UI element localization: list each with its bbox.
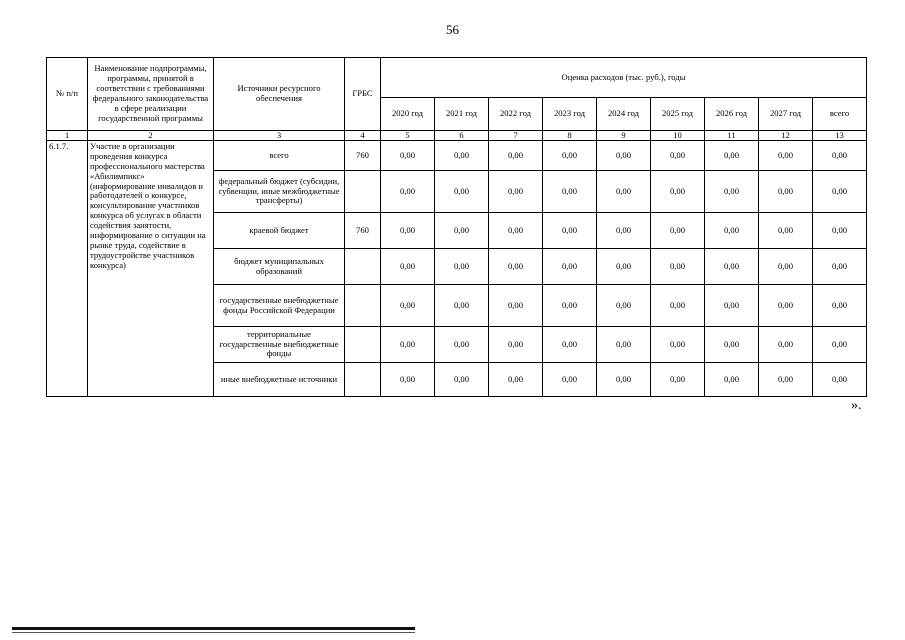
value-cell: 0,00 (759, 249, 813, 285)
value-cell: 0,00 (435, 171, 489, 213)
value-cell: 0,00 (381, 249, 435, 285)
value-cell: 0,00 (597, 327, 651, 363)
value-cell: 0,00 (651, 249, 705, 285)
value-cell: 0,00 (651, 285, 705, 327)
budget-table (46, 57, 867, 397)
item-number: 6.1.7. (47, 141, 88, 397)
value-cell: 0,00 (489, 363, 543, 397)
source-cell: государственные внебюджетные фонды Российской Федерации (214, 285, 345, 327)
value-cell: 0,00 (381, 141, 435, 171)
header-grbs: ГРБС (345, 58, 381, 131)
value-cell: 0,00 (543, 327, 597, 363)
grbs-cell (345, 171, 381, 213)
source-cell: краевой бюджет (214, 213, 345, 249)
header-year: 2025 год (651, 98, 705, 131)
value-cell: 0,00 (435, 363, 489, 397)
value-cell: 0,00 (381, 213, 435, 249)
value-cell: 0,00 (705, 327, 759, 363)
value-cell: 0,00 (705, 171, 759, 213)
col-number: 4 (345, 131, 381, 141)
value-cell: 0,00 (759, 285, 813, 327)
value-cell: 0,00 (435, 213, 489, 249)
value-cell: 0,00 (759, 213, 813, 249)
value-cell: 0,00 (543, 213, 597, 249)
value-cell: 0,00 (381, 285, 435, 327)
value-cell: 0,00 (651, 327, 705, 363)
value-cell: 0,00 (435, 285, 489, 327)
value-cell: 0,00 (597, 363, 651, 397)
col-number: 10 (651, 131, 705, 141)
grbs-cell (345, 327, 381, 363)
value-cell: 0,00 (435, 141, 489, 171)
header-year: 2023 год (543, 98, 597, 131)
grbs-cell: 760 (345, 213, 381, 249)
value-cell: 0,00 (435, 249, 489, 285)
value-cell: 0,00 (489, 141, 543, 171)
value-cell: 0,00 (435, 327, 489, 363)
value-cell: 0,00 (813, 141, 867, 171)
value-cell: 0,00 (759, 171, 813, 213)
col-number: 5 (381, 131, 435, 141)
header-year: 2022 год (489, 98, 543, 131)
source-cell: территориальные государственные внебюджетные фонды (214, 327, 345, 363)
grbs-cell (345, 363, 381, 397)
value-cell: 0,00 (651, 213, 705, 249)
value-cell: 0,00 (651, 141, 705, 171)
value-cell: 0,00 (705, 141, 759, 171)
value-cell: 0,00 (813, 363, 867, 397)
header-estimate: Оценка расходов (тыс. руб.), годы (381, 58, 867, 98)
value-cell: 0,00 (489, 327, 543, 363)
closing-quote-mark: ». (851, 398, 862, 413)
value-cell: 0,00 (543, 141, 597, 171)
footer-divider (12, 627, 415, 630)
grbs-cell (345, 249, 381, 285)
value-cell: 0,00 (759, 363, 813, 397)
col-number: 7 (489, 131, 543, 141)
value-cell: 0,00 (381, 171, 435, 213)
value-cell: 0,00 (543, 285, 597, 327)
value-cell: 0,00 (597, 249, 651, 285)
value-cell: 0,00 (705, 285, 759, 327)
col-number: 12 (759, 131, 813, 141)
value-cell: 0,00 (489, 285, 543, 327)
page-number: 56 (446, 22, 459, 37)
footer-divider-thin (12, 632, 415, 633)
value-cell: 0,00 (381, 363, 435, 397)
col-number: 8 (543, 131, 597, 141)
header-num: № п/п (47, 58, 88, 131)
source-cell: иные внебюджетные источники (214, 363, 345, 397)
source-cell: федеральный бюджет (субсидии, субвенции, иные межбюджетные трансферты) (214, 171, 345, 213)
value-cell: 0,00 (597, 141, 651, 171)
col-number: 2 (88, 131, 214, 141)
value-cell: 0,00 (489, 171, 543, 213)
value-cell: 0,00 (543, 249, 597, 285)
value-cell: 0,00 (813, 249, 867, 285)
source-cell: бюджет муниципальных образований (214, 249, 345, 285)
header-name: Наименование подпрограммы, программы, принятой в соответствии с требованиями федерального законодательства в сфере реализации государственной программы (88, 58, 214, 131)
header-source: Источники ресурсного обеспечения (214, 58, 345, 131)
value-cell: 0,00 (543, 363, 597, 397)
header-year: 2026 год (705, 98, 759, 131)
value-cell: 0,00 (705, 213, 759, 249)
value-cell: 0,00 (813, 213, 867, 249)
header-year: 2024 год (597, 98, 651, 131)
value-cell: 0,00 (597, 171, 651, 213)
value-cell: 0,00 (489, 213, 543, 249)
value-cell: 0,00 (759, 327, 813, 363)
col-number: 9 (597, 131, 651, 141)
item-name: Участие в организации проведения конкурса профессионального мастерства «Абилимпикс» (информирование инвалидов и работодателей о конкурсе, консультирование участников конкурса об услугах в области содействия занятости, информирование о ситуации на рынке труда, содействие в трудоустройстве участников конкурса) (88, 141, 214, 397)
grbs-cell: 760 (345, 141, 381, 171)
value-cell: 0,00 (759, 141, 813, 171)
value-cell: 0,00 (651, 363, 705, 397)
grbs-cell (345, 285, 381, 327)
col-number: 1 (47, 131, 88, 141)
value-cell: 0,00 (813, 327, 867, 363)
header-year: 2027 год (759, 98, 813, 131)
value-cell: 0,00 (813, 171, 867, 213)
source-cell: всего (214, 141, 345, 171)
header-year: 2020 год (381, 98, 435, 131)
col-number: 6 (435, 131, 489, 141)
table-row (47, 141, 867, 171)
header-year: 2021 год (435, 98, 489, 131)
header-total: всего (813, 98, 867, 131)
value-cell: 0,00 (651, 171, 705, 213)
value-cell: 0,00 (597, 213, 651, 249)
col-number: 3 (214, 131, 345, 141)
value-cell: 0,00 (489, 249, 543, 285)
value-cell: 0,00 (543, 171, 597, 213)
value-cell: 0,00 (705, 363, 759, 397)
value-cell: 0,00 (813, 285, 867, 327)
col-number: 11 (705, 131, 759, 141)
value-cell: 0,00 (381, 327, 435, 363)
col-number: 13 (813, 131, 867, 141)
value-cell: 0,00 (705, 249, 759, 285)
value-cell: 0,00 (597, 285, 651, 327)
